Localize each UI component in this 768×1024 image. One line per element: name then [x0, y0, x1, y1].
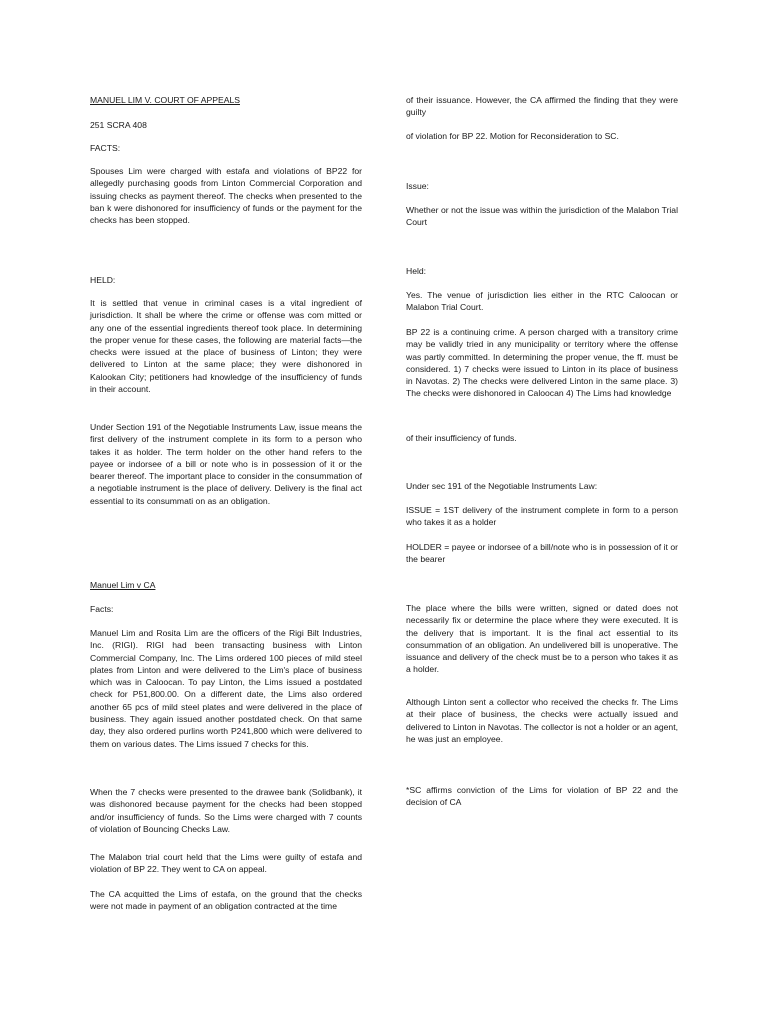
bp22-paragraph: BP 22 is a continuing crime. A person charged with a transitory crime may be validly tried in any municipality or territory where the offense was partly committed. In determining the proper venue, the ff. must be considered. 1) 7 checks were issued to Linton in its place of business in Navotas. 2) The checks were delivered Linton in the same place. 3) The checks were dishonored in Caloocan 4) The Lims had knowledge	[406, 327, 678, 399]
place-of-delivery-paragraph: The place where the bills were written, signed or dated does not necessarily fix or determine the place where they were executed. It is the delivery that is important. It is the final act essential to its consummation of an obligation. An undelivered bill is unoperative. The issuance and delivery of the check must be to a person who takes it as a holder.	[406, 603, 678, 675]
under-sec-191: Under sec 191 of the Negotiable Instruments Law:	[406, 481, 598, 491]
collector-paragraph: Although Linton sent a collector who received the checks fr. The Lims at their place of business, the checks were actually issued and delivered to Linton in Navotas. The collector is not a holder or an agent, he was just an employee.	[406, 697, 678, 744]
held-heading: HELD:	[90, 275, 116, 285]
held-paragraph: It is settled that venue in criminal cases is a vital ingredient of jurisdiction. It shall be where the crime or offense was com mitted or any one of the essential ingredients thereof took place. In determining the proper venue for these cases, the following are material facts—the checks were issued at the place of business of Linton; they were delivered to Linton at the same place; they were dishonored in Kalookan City; petitioners had knowledge of the insufficiency of funds in their account.	[90, 298, 362, 395]
case2-facts-paragraph: Manuel Lim and Rosita Lim are the officers of the Rigi Bilt Industries, Inc. (RIGI). RIGI had been transacting business with Linton Commercial Company, Inc. The Lims ordered 100 pieces of mild steel plates from Linton and were delivered to the Lim's place of business which was in Caloocan. To pay Linton, the Lims issued a postdated check for P51,800.00. On a different date, the Lims also ordered another 65 pcs of mild steel plates and were delivered in the place of business. They again issued another postdated check. On that same day, they also ordered purlins worth P241,800 which were delivered to them on various dates. The Lims issued 7 checks for this.	[90, 628, 362, 749]
issue-definition: ISSUE = 1ST delivery of the instrument complete in form to a person who takes it as a holder	[406, 505, 678, 528]
facts-heading: FACTS:	[90, 143, 121, 153]
continuation-issuance: of their issuance. However, the CA affirmed the finding that they were guilty	[406, 95, 678, 118]
insufficiency-line: of their insufficiency of funds.	[406, 433, 517, 443]
case2-title: Manuel Lim v CA	[90, 580, 156, 590]
malabon-trial-paragraph: The Malabon trial court held that the Lims were guilty of estafa and violation of BP 22. They went to CA on appeal.	[90, 852, 362, 875]
case2-facts-heading: Facts:	[90, 604, 114, 614]
sc-affirms-paragraph: *SC affirms conviction of the Lims for violation of BP 22 and the decision of CA	[406, 785, 678, 808]
issue-heading: Issue:	[406, 181, 429, 191]
continuation-motion: of violation for BP 22. Motion for Reconsideration to SC.	[406, 131, 619, 141]
section-191-paragraph: Under Section 191 of the Negotiable Instruments Law, issue means the first delivery of the instrument complete in its form to a person who takes it as holder. The term holder on the other hand refers to the payee or indorsee of a bill or note who is in possession of it or the bearer thereof. The important place to consider in the consummation of a negotiable instrument is the place of delivery. Delivery is the final act essential to its consummati on as an obligation.	[90, 422, 362, 506]
case-citation: 251 SCRA 408	[90, 120, 147, 130]
holder-definition: HOLDER = payee or indorsee of a bill/note who is in possession of it or the bearer	[406, 542, 678, 565]
checks-dishonored-paragraph: When the 7 checks were presented to the drawee bank (Solidbank), it was dishonored because payment for the checks had been stopped and/or insufficiency of funds. So the Lims were charged with 7 counts of violation of Bouncing Checks Law.	[90, 787, 362, 834]
facts-paragraph: Spouses Lim were charged with estafa and violations of BP22 for allegedly purchasing goods from Linton Commercial Corporation and issuing checks as payment thereof. The checks when presented to the ban k were dishonored for insufficiency of funds or the payment for the checks has been stopped.	[90, 166, 362, 226]
ca-acquitted-paragraph: The CA acquitted the Lims of estafa, on the ground that the checks were not made in payment of an obligation contracted at the time	[90, 889, 362, 912]
case-title: MANUEL LIM V. COURT OF APPEALS	[90, 95, 240, 105]
held-heading-right: Held:	[406, 266, 427, 276]
issue-text: Whether or not the issue was within the jurisdiction of the Malabon Trial Court	[406, 205, 678, 228]
held-text: Yes. The venue of jurisdiction lies either in the RTC Caloocan or Malabon Trial Court.	[406, 290, 678, 313]
